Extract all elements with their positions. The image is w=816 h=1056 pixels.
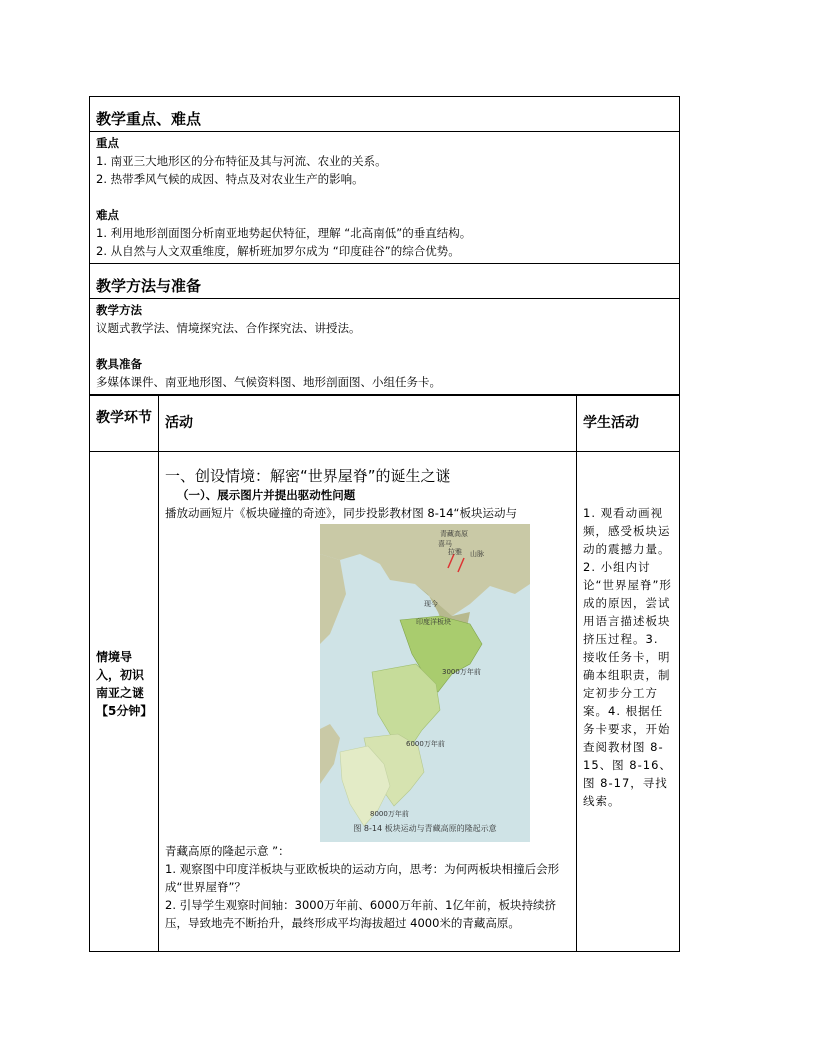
header-stage: 教学环节 (90, 396, 159, 452)
key-points-section (89, 96, 680, 395)
section-heading-methods: 教学方法与准备 (90, 264, 679, 299)
method-label: 教学方法 (96, 303, 142, 317)
section-heading-key-points: 教学重点、难点 (90, 97, 679, 132)
label-plateau: 青藏高原 (440, 530, 468, 538)
label-himalaya-2: 拉雅 (448, 548, 462, 556)
label-mountain: 山脉 (470, 550, 484, 558)
focus-item: 2. 热带季风气候的成因、特点及对农业生产的影响。 (96, 172, 364, 186)
label-now: 现今 (424, 600, 438, 608)
label-30ma: 3000万年前 (442, 668, 481, 676)
focus-item: 1. 南亚三大地形区的分布特征及其与河流、农业的关系。 (96, 154, 387, 168)
label-himalaya-1: 喜马 (438, 540, 452, 548)
student-activity-cell: 1. 观看动画视频，感受板块运动的震撼力量。2. 小组内讨论“世界屋脊”形成的原因，尝试用语言描述板块挤压过程。3. 接收任务卡，明确本组职责，制定初步分工方案。4. 根据任务卡要求，开始查阅教材图 8-15、图 8-16、图 8-17，寻找线索。 (577, 452, 680, 952)
difficulty-item: 1. 利用地形剖面图分析南亚地势起伏特征，理解 “北高南低”的垂直结构。 (96, 226, 472, 240)
map-illustration (320, 524, 530, 842)
activity-table (89, 395, 680, 952)
plate-movement-map (320, 524, 530, 842)
tools-text: 多媒体课件、南亚地形图、气候资料图、地形剖面图、小组任务卡。 (96, 375, 441, 389)
difficulty-item: 2. 从自然与人文双重维度，解析班加罗尔成为 “印度硅谷”的综合优势。 (96, 244, 460, 258)
method-text: 议题式教学法、情境探究法、合作探究法、讲授法。 (96, 321, 361, 335)
activity-point: 2. 引导学生观察时间轴：3000万年前、6000万年前、1亿年前，板块持续挤压，导致地壳不断抬升，最终形成平均海拔超过 4000米的青藏高原。 (165, 898, 556, 930)
label-60ma: 6000万年前 (406, 740, 445, 748)
focus-label: 重点 (96, 136, 119, 150)
header-activity: 活动 (159, 396, 577, 452)
activity-subtitle: （一）、展示图片并提出驱动性问题 (177, 488, 356, 502)
methods-body (90, 299, 679, 395)
tools-label: 教具准备 (96, 357, 142, 371)
activity-intro-cont: 青藏高原的隆起示意 ”： (165, 844, 290, 858)
activity-cell (159, 452, 577, 952)
lesson-plan (89, 96, 680, 952)
header-student: 学生活动 (577, 396, 680, 452)
key-points-body (90, 132, 679, 264)
activity-title: 一、创设情境：解密“世界屋脊”的诞生之谜 (165, 467, 451, 485)
label-80ma: 8000万年前 (370, 810, 409, 818)
activity-intro: 播放动画短片《板块碰撞的奇迹》，同步投影教材图 8-14“板块运动与 (165, 506, 517, 520)
stage-cell: 情境导入，初识南亚之谜【5分钟】 (90, 452, 159, 952)
label-plate: 印度洋板块 (416, 618, 451, 626)
activity-point: 1. 观察图中印度洋板块与亚欧板块的运动方向，思考：为何两板块相撞后会形成“世界屋脊”？ (165, 862, 560, 894)
map-caption: 图 8-14 板块运动与青藏高原的隆起示意 (353, 824, 497, 833)
difficulty-label: 难点 (96, 208, 119, 222)
